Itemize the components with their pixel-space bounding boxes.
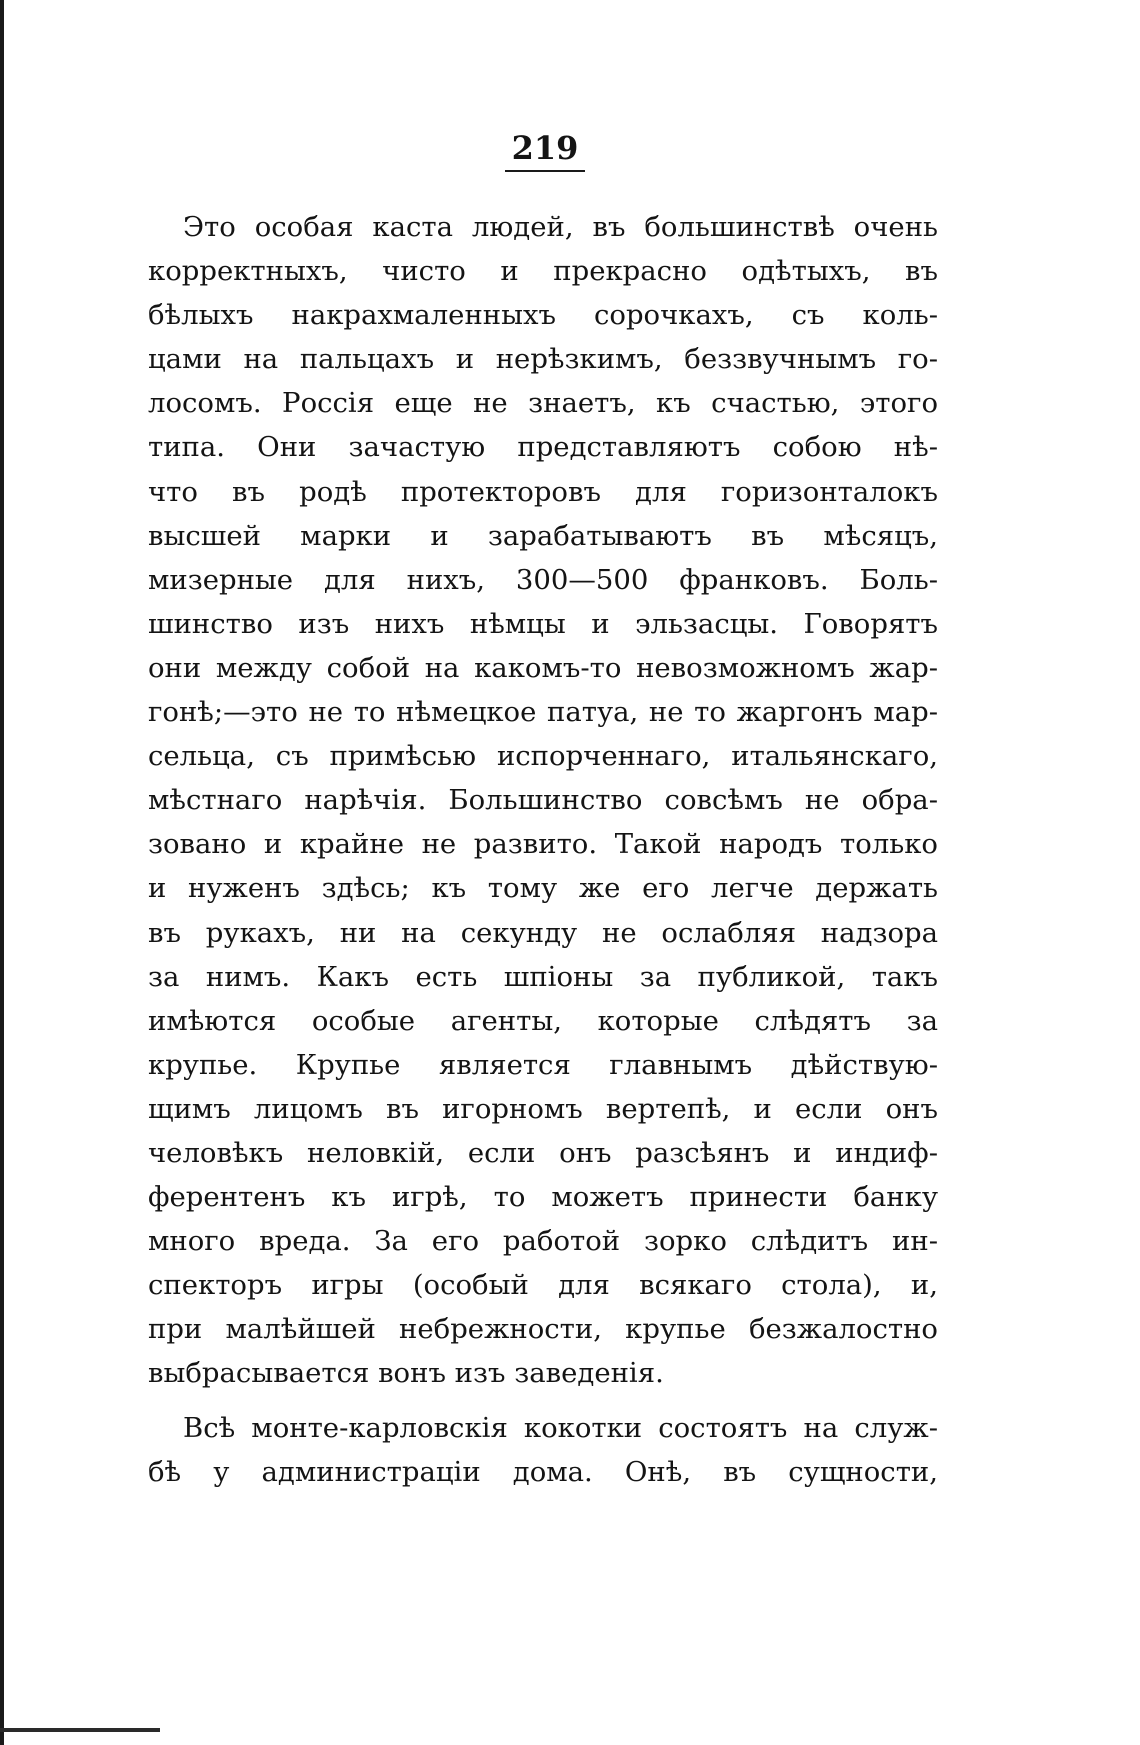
text-line: корректныхъ, чисто и прекрасно одѣтыхъ, въ — [148, 255, 938, 288]
text-line: и нуженъ здѣсь; къ тому же его легче держать — [148, 872, 938, 905]
text-line: за нимъ. Какъ есть шпіоны за публикой, такъ — [148, 960, 938, 993]
paragraph — [148, 205, 938, 1396]
text-line: имѣются особые агенты, которые слѣдятъ за — [148, 1004, 938, 1037]
scan-border-bottom — [0, 1728, 160, 1732]
text-line: при малѣйшей небрежности, крупье безжалостно — [148, 1313, 938, 1346]
text-line: высшей марки и зарабатываютъ въ мѣсяцъ, — [148, 519, 938, 552]
text-line: мизерные для нихъ, 300—500 франковъ. Боль- — [148, 563, 938, 596]
text-line: крупье. Крупье является главнымъ дѣйствую- — [148, 1048, 938, 1081]
text-line: Это особая каста людей, въ большинствѣ очень — [183, 211, 938, 243]
body-text — [148, 205, 938, 1494]
text-line: въ рукахъ, ни на секунду не ослабляя надзора — [148, 916, 938, 949]
text-line: ферентенъ къ игрѣ, то можетъ принести банку — [148, 1181, 938, 1214]
text-line: Всѣ монте-карловскія кокотки состоятъ на служ- — [183, 1411, 938, 1444]
text-line: щимъ лицомъ въ игорномъ вертепѣ, и если онъ — [148, 1092, 938, 1125]
text-line: зовано и крайне не развито. Такой народъ только — [148, 828, 938, 861]
text-line: гонѣ;—это не то нѣмецкое патуа, не то жаргонъ мар- — [148, 696, 938, 729]
text-line: они между собой на какомъ-то невозможномъ жар- — [148, 651, 938, 684]
text-line: бѣ у администраціи дома. Онѣ, въ сущности, — [148, 1455, 938, 1488]
text-line: типа. Они зачастую представляютъ собою нѣ- — [148, 431, 938, 464]
text-line: шинство изъ нихъ нѣмцы и эльзасцы. Говорятъ — [148, 607, 938, 640]
text-line: цами на пальцахъ и нерѣзкимъ, беззвучнымъ го- — [148, 343, 938, 376]
text-line: лосомъ. Россія еще не знаетъ, къ счастью, этого — [148, 387, 938, 420]
text-line: бѣлыхъ накрахмаленныхъ сорочкахъ, съ коль- — [148, 299, 938, 332]
text-line: выбрасывается вонъ изъ заведенія. — [148, 1357, 664, 1390]
text-line: много вреда. За его работой зорко слѣдитъ ин- — [148, 1225, 938, 1258]
paragraph-gap — [148, 1396, 938, 1406]
text-line: сельца, съ примѣсью испорченнаго, итальянскаго, — [148, 740, 938, 773]
text-line: человѣкъ неловкій, если онъ разсѣянъ и индиф- — [148, 1136, 938, 1169]
page-number: 219 — [511, 129, 579, 167]
scan-border-left — [0, 0, 4, 1745]
paragraph — [148, 1406, 938, 1494]
page-number-underline — [505, 170, 585, 172]
text-line: мѣстнаго нарѣчія. Большинство совсѣмъ не обра- — [148, 784, 938, 817]
text-line: спекторъ игры (особый для всякаго стола), и, — [148, 1269, 938, 1302]
text-line: что въ родѣ протекторовъ для горизонталокъ — [148, 475, 938, 508]
